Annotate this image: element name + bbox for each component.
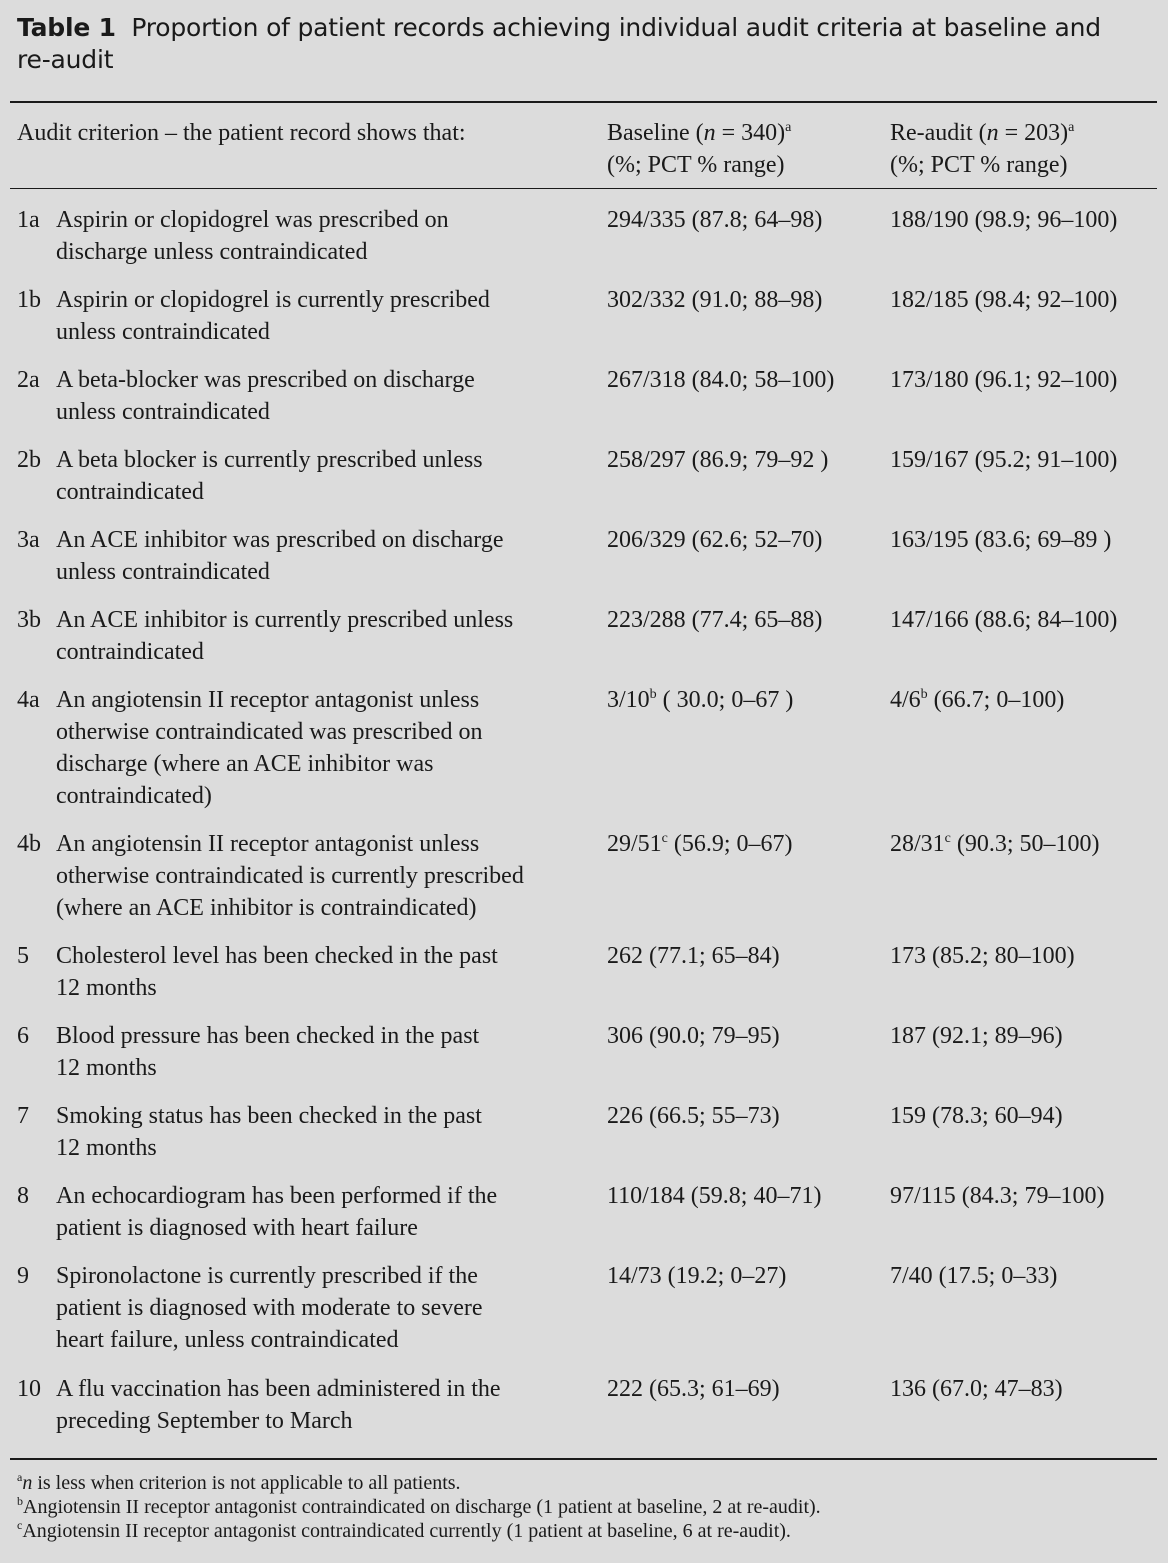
criterion-line: patient is diagnosed with heart failure <box>56 1215 418 1241</box>
criterion-line: preceding September to March <box>56 1408 353 1434</box>
header-baseline-line-1: Baseline (n = 340)$^a$ <box>607 120 792 146</box>
criterion-line: Aspirin or clopidogrel was prescribed on <box>56 207 449 233</box>
criterion-text <box>56 1020 586 1084</box>
table-label: Table 1 <box>17 13 116 42</box>
value-text: 222 (65.3; 61–69) <box>607 1376 780 1402</box>
criterion-line: Aspirin or clopidogrel is currently prescribed <box>56 287 490 313</box>
criterion-line: An angiotensin II receptor antagonist unless <box>56 687 480 713</box>
criterion-number: 1a <box>17 207 40 233</box>
criterion-line: contraindicated) <box>56 783 212 809</box>
baseline-value <box>607 828 793 860</box>
criterion-number: 8 <box>17 1183 29 1209</box>
value-text: 302/332 (91.0; 88–98) <box>607 287 823 313</box>
baseline-value <box>607 204 822 236</box>
value-text: 223/288 (77.4; 65–88) <box>607 607 823 633</box>
header-reaudit <box>890 117 1074 181</box>
baseline-value <box>607 684 793 716</box>
criterion-line: unless contraindicated <box>56 559 270 585</box>
table-header-rule <box>10 188 1157 189</box>
value-text: 294/335 (87.8; 64–98) <box>607 207 823 233</box>
reaudit-value <box>890 1180 1104 1212</box>
baseline-value <box>607 1020 780 1052</box>
criterion-line: discharge unless contraindicated <box>56 239 368 265</box>
reaudit-value <box>890 1260 1057 1292</box>
criterion-text <box>56 1260 586 1356</box>
criterion-number: 7 <box>17 1103 29 1129</box>
baseline-value <box>607 1260 786 1292</box>
reaudit-value <box>890 444 1117 476</box>
criterion-number: 9 <box>17 1263 29 1289</box>
criterion-line: unless contraindicated <box>56 399 270 425</box>
criterion-text <box>56 940 586 1004</box>
baseline-value <box>607 1373 780 1405</box>
footnote-marker: b <box>649 687 657 702</box>
footnote-text: Angiotensin II receptor antagonist contraindicated currently (1 patient at baseline, 6 at re-audit). <box>22 1520 791 1542</box>
reaudit-value <box>890 828 1100 860</box>
criterion-line: Spironolactone is currently prescribed if the <box>56 1263 478 1289</box>
reaudit-value <box>890 1020 1063 1052</box>
baseline-value <box>607 1180 821 1212</box>
value-text: ( 30.0; 0–67 ) <box>656 687 794 713</box>
value-text: 97/115 (84.3; 79–100) <box>890 1183 1105 1209</box>
criterion-line: unless contraindicated <box>56 319 270 345</box>
criterion-text <box>56 828 586 924</box>
header-baseline <box>607 117 791 181</box>
reaudit-value <box>890 364 1117 396</box>
criterion-line: An echocardiogram has been performed if the <box>56 1183 498 1209</box>
footnote-marker: b <box>920 687 928 702</box>
criterion-text <box>56 1373 586 1437</box>
criterion-line: 12 months <box>56 975 157 1001</box>
reaudit-value <box>890 524 1111 556</box>
value-text: 173 (85.2; 80–100) <box>890 943 1075 969</box>
reaudit-value <box>890 940 1075 972</box>
footnote-text: is less when criterion is not applicable to all patients. <box>32 1472 461 1494</box>
reaudit-value <box>890 684 1064 716</box>
footnote-italic: n <box>22 1472 33 1494</box>
value-text: 226 (66.5; 55–73) <box>607 1103 780 1129</box>
table-bottom-rule <box>10 1458 1157 1460</box>
baseline-value <box>607 604 822 636</box>
baseline-value <box>607 284 822 316</box>
value-text: 14/73 (19.2; 0–27) <box>607 1263 787 1289</box>
criterion-text <box>56 204 586 268</box>
value-text: 163/195 (83.6; 69–89 ) <box>890 527 1112 553</box>
criterion-number: 2b <box>17 447 41 473</box>
criterion-number: 2a <box>17 367 40 393</box>
criterion-text <box>56 684 586 812</box>
value-count: 29/51 <box>607 831 662 857</box>
footnote-mark: b <box>17 1494 23 1508</box>
criterion-text <box>56 284 586 348</box>
value-text: 182/185 (98.4; 92–100) <box>890 287 1118 313</box>
reaudit-value <box>890 284 1117 316</box>
criterion-line: 12 months <box>56 1055 157 1081</box>
value-text: 306 (90.0; 79–95) <box>607 1023 780 1049</box>
value-text: 206/329 (62.6; 52–70) <box>607 527 823 553</box>
criterion-line: An ACE inhibitor was prescribed on discharge <box>56 527 504 553</box>
reaudit-value <box>890 204 1117 236</box>
table-caption-line-2: re-audit <box>17 45 114 74</box>
criterion-number: 6 <box>17 1023 29 1049</box>
criterion-number: 4a <box>17 687 40 713</box>
value-text: 136 (67.0; 47–83) <box>890 1376 1063 1402</box>
baseline-value <box>607 1100 780 1132</box>
table-title <box>17 12 1147 76</box>
table-caption-line-1: Proportion of patient records achieving individual audit criteria at baseline and <box>131 13 1101 42</box>
criterion-line: An ACE inhibitor is currently prescribed unless <box>56 607 514 633</box>
criterion-text <box>56 1180 586 1244</box>
value-text: 7/40 (17.5; 0–33) <box>890 1263 1058 1289</box>
criterion-number: 5 <box>17 943 29 969</box>
value-text: 147/166 (88.6; 84–100) <box>890 607 1118 633</box>
criterion-line: An angiotensin II receptor antagonist unless <box>56 831 480 857</box>
value-text: (90.3; 50–100) <box>950 831 1100 857</box>
baseline-value <box>607 940 780 972</box>
value-text: 173/180 (96.1; 92–100) <box>890 367 1118 393</box>
footnote <box>17 1495 821 1519</box>
value-text: 262 (77.1; 65–84) <box>607 943 780 969</box>
criterion-line: otherwise contraindicated was prescribed on <box>56 719 483 745</box>
reaudit-value <box>890 1100 1063 1132</box>
value-count: 3/10 <box>607 687 650 713</box>
criterion-line: contraindicated <box>56 639 204 665</box>
footnote-marker: c <box>661 831 668 846</box>
reaudit-value <box>890 604 1117 636</box>
value-text: 159/167 (95.2; 91–100) <box>890 447 1118 473</box>
value-text: 110/184 (59.8; 40–71) <box>607 1183 822 1209</box>
criterion-number: 3a <box>17 527 40 553</box>
value-text: 258/297 (86.9; 79–92 ) <box>607 447 829 473</box>
criterion-text <box>56 364 586 428</box>
baseline-value <box>607 444 828 476</box>
table-top-rule <box>10 101 1157 103</box>
criterion-text <box>56 1100 586 1164</box>
criterion-line: 12 months <box>56 1135 157 1161</box>
reaudit-value <box>890 1373 1063 1405</box>
footnote <box>17 1519 791 1543</box>
criterion-text <box>56 524 586 588</box>
criterion-line: A beta-blocker was prescribed on discharge <box>56 367 475 393</box>
criterion-number: 10 <box>17 1376 41 1402</box>
header-criterion: Audit criterion – the patient record shows that: <box>17 120 466 146</box>
header-baseline-line-2: (%; PCT % range) <box>607 152 785 178</box>
header-reaudit-line-1: Re-audit (n = 203)$^a$ <box>890 120 1075 146</box>
criterion-line: Smoking status has been checked in the past <box>56 1103 482 1129</box>
value-text: 267/318 (84.0; 58–100) <box>607 367 835 393</box>
header-reaudit-line-2: (%; PCT % range) <box>890 152 1068 178</box>
baseline-value <box>607 364 834 396</box>
criterion-line: A flu vaccination has been administered in the <box>56 1376 501 1402</box>
criterion-text <box>56 604 586 668</box>
criterion-line: Blood pressure has been checked in the past <box>56 1023 480 1049</box>
criterion-number: 4b <box>17 831 41 857</box>
criterion-line: (where an ACE inhibitor is contraindicated) <box>56 895 477 921</box>
footnote-text: Angiotensin II receptor antagonist contraindicated on discharge (1 patient at baseline, 2 at re-audit). <box>23 1496 821 1518</box>
footnote <box>17 1471 461 1495</box>
value-count: 4/6 <box>890 687 921 713</box>
criterion-line: Cholesterol level has been checked in the past <box>56 943 498 969</box>
criterion-line: contraindicated <box>56 479 204 505</box>
criterion-text <box>56 444 586 508</box>
value-count: 28/31 <box>890 831 945 857</box>
criterion-number: 3b <box>17 607 41 633</box>
criterion-line: otherwise contraindicated is currently prescribed <box>56 863 524 889</box>
value-text: 159 (78.3; 60–94) <box>890 1103 1063 1129</box>
criterion-line: discharge (where an ACE inhibitor was <box>56 751 434 777</box>
value-text: 187 (92.1; 89–96) <box>890 1023 1063 1049</box>
value-text: (66.7; 0–100) <box>927 687 1065 713</box>
baseline-value <box>607 524 822 556</box>
criterion-number: 1b <box>17 287 41 313</box>
footnote-mark: a <box>17 1470 23 1484</box>
footnote-mark: c <box>17 1518 23 1532</box>
value-text: 188/190 (98.9; 96–100) <box>890 207 1118 233</box>
footnote-marker: c <box>944 831 951 846</box>
criterion-line: A beta blocker is currently prescribed unless <box>56 447 483 473</box>
criterion-line: heart failure, unless contraindicated <box>56 1327 399 1353</box>
criterion-line: patient is diagnosed with moderate to severe <box>56 1295 483 1321</box>
value-text: (56.9; 0–67) <box>667 831 793 857</box>
